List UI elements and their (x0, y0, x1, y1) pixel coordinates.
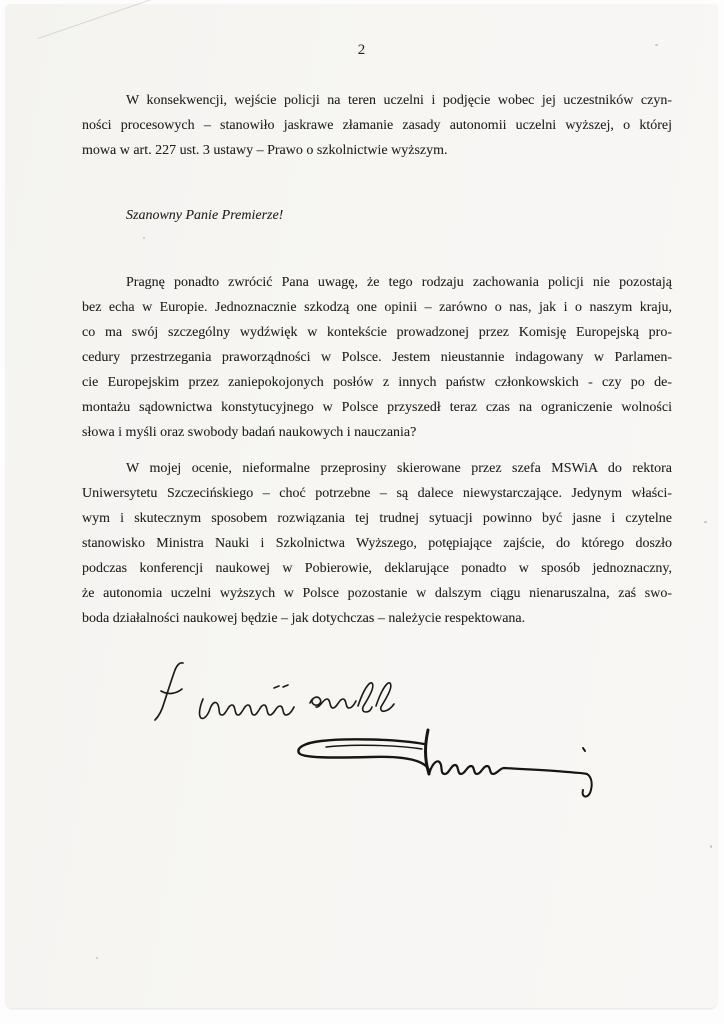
text-line: co ma swój szczególny wydźwięk w kontekście prowadzonej przez Komisję Europejską pro- (82, 325, 672, 340)
text-line: boda działalności naukowej będzie – jak dotychczas – należycie respektowana. (82, 611, 526, 626)
text-line: mowa w art. 227 ust. 3 ustawy – Prawo o szkolnictwie wyższym. (82, 143, 448, 158)
paragraph (82, 270, 672, 445)
dust-speck (655, 44, 658, 46)
handwritten-closing (146, 654, 616, 804)
dust-speck (143, 237, 145, 239)
text-line: ności procesowych – stanowiło jaskrawe złamanie zasady autonomii uczelni wyższej, o której (82, 118, 672, 133)
salutation (82, 203, 672, 228)
closing-block (146, 654, 616, 804)
text-line: stanowisko Ministra Nauki i Szkolnictwa Wyższego, potępiające zajście, do którego doszło (82, 536, 672, 551)
dust-speck (704, 521, 707, 523)
text-line: W mojej ocenie, nieformalne przeprosiny skierowane przez szefa MSWiA do rektora (126, 461, 672, 476)
handwriting-word-z (155, 663, 183, 720)
scan-edge-artifact (38, 0, 156, 39)
text-line: słowa i myśli oraz swobody badań naukowych i nauczania? (82, 425, 417, 440)
dust-speck (594, 309, 596, 311)
handwriting-word-wyrazami (200, 685, 294, 718)
text-line: montażu sądownictwa konstytucyjnego w Polsce przyszedł teraz czas na ograniczenie wolności (82, 400, 672, 415)
dust-speck (710, 845, 712, 848)
text-line: Pragnę ponadto zwrócić Pana uwagę, że tego rodzaju zachowania policji nie pozostają (126, 275, 672, 290)
text-line: cie Europejskim przez zaniepokojonych posłów z innych państw członkowskich - czy po de- (82, 375, 672, 390)
text-line: bez echa w Europie. Jednoznacznie szkodzą one opinii – zarówno o nas, jak i o naszym kraju, (82, 300, 672, 315)
letter-body (82, 88, 672, 631)
text-line: Szanowny Panie Premierze! (126, 208, 284, 223)
text-line: W konsekwencji, wejście policji na teren uczelni i podjęcie wobec jej uczestników czyn- (126, 93, 672, 108)
paragraph (82, 88, 672, 163)
page-number: 2 (357, 42, 366, 58)
text-line: Uniwersytetu Szczecińskiego – choć potrzebne – są dalece niewystarczające. Jedynym właści- (82, 486, 672, 501)
handwriting-word-szacunku (310, 683, 394, 712)
text-line: wym i skutecznym sposobem rozwiązania tej trudnej sytuacji powinno być jasne i czytelne (82, 511, 672, 526)
text-line: cedury przestrzegania praworządności w Polsce. Jestem nieustannie indagowany w Parlamen- (82, 350, 672, 365)
dust-speck (96, 957, 98, 959)
paper-sheet (6, 4, 717, 1008)
signature-flourish (298, 730, 591, 797)
paragraph (82, 456, 672, 631)
text-line: podczas konferencji naukowej w Pobierowie, deklarujące ponadto w sposób jednoznaczny, (82, 561, 672, 576)
text-line: że autonomia uczelni wyższych w Polsce pozostanie w dalszym ciągu nienaruszalna, zaś swo- (82, 586, 672, 601)
